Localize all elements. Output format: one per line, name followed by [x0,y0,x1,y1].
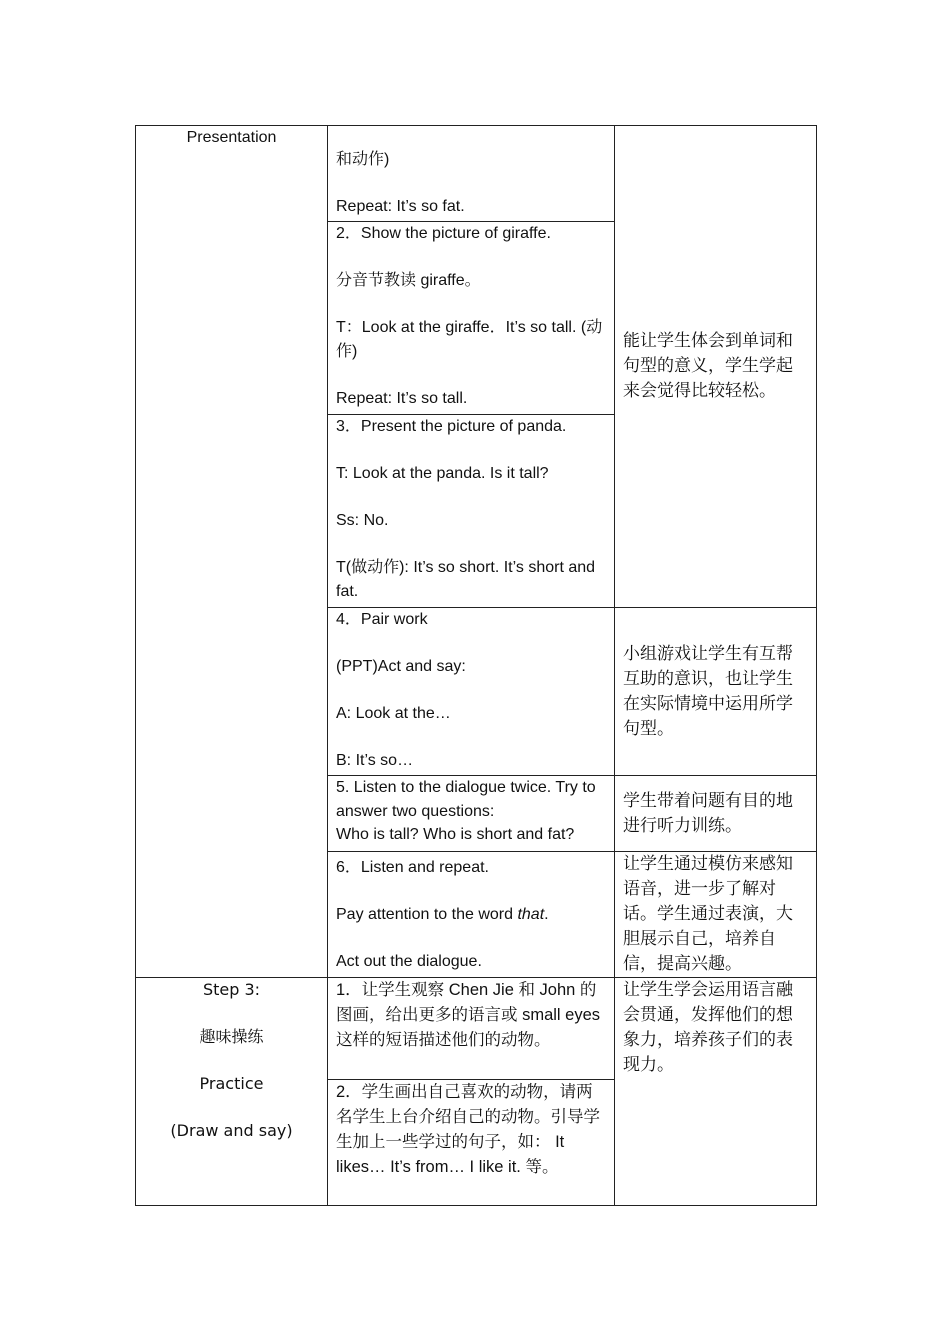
activity-text: 2．学生画出自己喜欢的动物，请两名学生上台介绍自己的动物。引导学生加上一些学过的句子，如： It likes… It’s from… I like it. 等。 [336,1083,600,1176]
activity-line: Ss: No. [336,512,389,529]
activity-cell [328,126,615,222]
table-row [136,126,817,222]
lesson-plan-table [135,125,817,1206]
purpose-text: 小组游戏让学生有互帮互助的意识，也让学生在实际情境中运用所学句型。 [623,643,793,739]
purpose-cell [615,852,817,978]
activity-line: 和动作) [336,151,390,168]
activity-text: 1．让学生观察 Chen Jie 和 John 的图画，给出更多的语言或 small eyes 这样的短语描述他们的动物。 [336,981,601,1049]
activity-line [336,903,606,927]
activity-cell [328,978,615,1080]
activity-line: A: Look at the… [336,705,451,722]
activity-line: Repeat: It’s so tall. [336,389,468,407]
activity-line: 4．Pair work [336,611,428,628]
activity-line: Who is tall? Who is short and fat? [336,826,575,843]
activity-text: . [544,906,549,923]
activity-line: 2．Show the picture of giraffe. [336,225,551,242]
purpose-text: 让学生学会运用语言融会贯通，发挥他们的想象力，培养孩子们的表现力。 [623,980,793,1075]
stage-label: 趣味操练 [199,1027,264,1046]
activity-line: Repeat: It’s so fat. [336,198,465,215]
purpose-text: 让学生通过模仿来感知语音，进一步了解对话。学生通过表演，大胆展示自己，培养自信，提高兴趣。 [623,854,793,974]
activity-text: Pay attention to the word [336,906,518,923]
purpose-cell [615,776,817,852]
purpose-cell [615,608,817,776]
activity-cell [328,222,615,415]
activity-cell [328,1080,615,1206]
activity-line: 3．Present the picture of panda. [336,418,567,435]
activity-line: Act out the dialogue. [336,953,482,970]
activity-line: 分音节教读 giraffe。 [336,272,481,289]
activity-line: T(做动作): It’s so short. It’s short and fat. [336,559,596,600]
stage-label: Presentation [186,129,277,146]
table-row [136,978,817,1080]
activity-cell [328,608,615,776]
activity-cell [328,776,615,852]
activity-line: T: Look at the panda. Is it tall? [336,465,549,482]
stage-label: Step 3: [202,980,261,999]
stage-label: Practice [199,1074,264,1093]
activity-line: (PPT)Act and say: [336,658,466,675]
activity-line: 5. Listen to the dialogue twice. Try to answer two questions: [336,779,596,820]
activity-line: B: It’s so… [336,752,414,769]
activity-cell [328,852,615,978]
activity-line: 6．Listen and repeat. [336,859,489,876]
stage-label: (Draw and say) [170,1121,293,1140]
stage-cell-presentation [136,126,328,978]
emphasized-word: that [517,906,545,923]
purpose-text: 学生带着问题有目的地进行听力训练。 [623,790,793,836]
stage-cell-step3 [136,978,328,1206]
purpose-text: 能让学生体会到单词和句型的意义，学生学起来会觉得比较轻松。 [623,331,793,401]
purpose-cell [615,126,817,608]
activity-line: T：Look at the giraffe．It’s so tall. (动作) [336,319,603,360]
purpose-cell [615,978,817,1206]
activity-cell [328,415,615,608]
